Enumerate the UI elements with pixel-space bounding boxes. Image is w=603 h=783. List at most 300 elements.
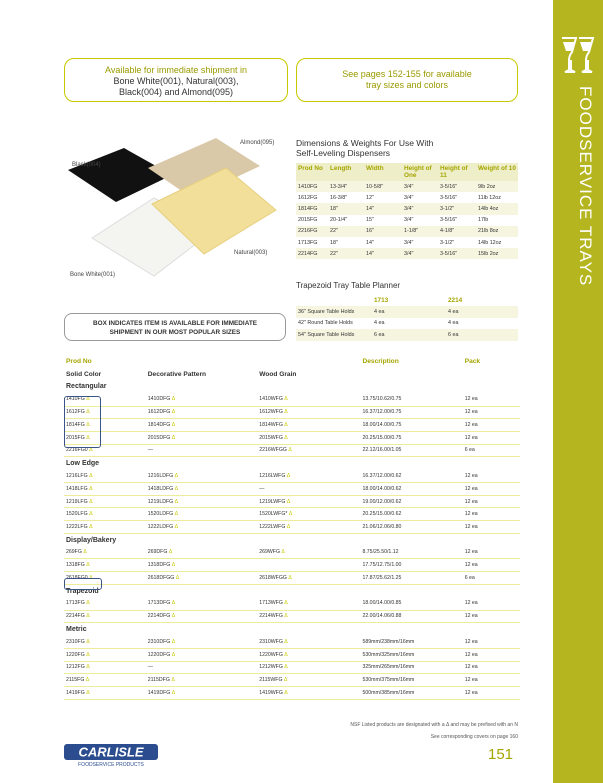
nsf-delta-icon: Δ <box>84 396 90 403</box>
page-number: 151 <box>488 746 514 763</box>
col-height-11: Height of 11 <box>440 165 468 179</box>
table-row <box>64 674 520 687</box>
dimensions-cell: 22" <box>328 226 364 237</box>
trapezoid-cell: 4 ea <box>446 306 518 318</box>
product-cell-text: 12 ea <box>464 409 478 416</box>
product-cell <box>257 610 360 623</box>
nsf-delta-icon: Δ <box>167 549 173 556</box>
dimensions-cell: 10-5/8" <box>364 181 402 192</box>
product-cell <box>463 610 520 623</box>
product-cell-text: 1220DFG <box>147 651 171 658</box>
nsf-delta-icon: Δ <box>282 689 288 696</box>
dimensions-cell: 3-5/16" <box>438 248 476 259</box>
dimensions-cell: 16" <box>364 226 402 237</box>
product-cell <box>257 406 360 419</box>
product-cell <box>463 419 520 432</box>
product-cell <box>257 572 360 585</box>
box-indicator-note <box>64 313 286 341</box>
product-cell <box>463 661 520 674</box>
availability-box <box>64 58 288 102</box>
product-section-header <box>64 457 520 470</box>
product-cell-text: 1418LFG <box>66 485 88 492</box>
product-cell <box>360 674 462 687</box>
product-cell <box>257 431 360 444</box>
nsf-delta-icon: Δ <box>87 574 93 581</box>
product-cell-text: 269DFG <box>147 549 168 556</box>
dimensions-cell: 3-1/2" <box>438 203 476 214</box>
product-cell <box>146 444 257 457</box>
product-cell-text: 12 ea <box>464 523 478 530</box>
product-cell-text: 1410DFG <box>147 396 171 403</box>
col-height-one: Height of One <box>404 165 432 179</box>
product-cell <box>360 495 462 508</box>
product-cell <box>146 546 257 559</box>
nsf-delta-icon: Δ <box>170 613 176 620</box>
pages-note-line-1: See pages 152-155 for available <box>342 69 472 79</box>
product-cell <box>146 495 257 508</box>
product-cell <box>64 483 146 496</box>
product-cell-text: 2618WFGG <box>259 574 287 581</box>
dimensions-title <box>296 138 433 158</box>
nsf-delta-icon: Δ <box>287 511 293 518</box>
dimensions-row <box>296 226 518 237</box>
nsf-delta-icon: Δ <box>170 600 176 607</box>
table-row <box>64 508 520 521</box>
nsf-delta-icon: Δ <box>170 422 176 429</box>
product-cell-text: 12 ea <box>464 651 478 658</box>
product-cell-text: 1219LWFG <box>259 498 286 505</box>
product-cell-text: 20.25/15.00/0.62 <box>362 511 402 518</box>
nsf-delta-icon: Δ <box>173 472 179 479</box>
product-cell <box>146 559 257 572</box>
dimensions-title-line-2: Self-Leveling Dispensers <box>296 148 391 158</box>
dimensions-row <box>296 192 518 203</box>
trapezoid-cell: 4 ea <box>448 320 459 327</box>
product-cell-text: 2015DFG <box>147 434 171 441</box>
product-cell-text: 12 ea <box>464 549 478 556</box>
product-cell-text: 1612FG <box>66 409 85 416</box>
product-cell <box>257 546 360 559</box>
product-cell-text: 18.00/14.00/0.75 <box>362 422 402 429</box>
dimensions-cell: 3/4" <box>402 248 438 259</box>
product-cell <box>463 470 520 483</box>
trapezoid-cell: 54" Square Table Holds <box>296 329 372 341</box>
product-cell-text: 2310WFG <box>259 638 283 645</box>
nsf-delta-icon: Δ <box>87 485 93 492</box>
nsf-delta-icon: Δ <box>87 511 93 518</box>
product-cell-text: 12 ea <box>464 498 478 505</box>
product-cell <box>146 572 257 585</box>
product-cell <box>64 661 146 674</box>
header-prod-no: Prod No <box>66 357 92 365</box>
product-cell <box>360 597 462 610</box>
product-cell-text: 2310FG <box>66 638 85 645</box>
product-cell-text: 1222LWFG <box>259 523 286 530</box>
table-row <box>64 521 520 534</box>
product-cell-text: 1418LDFG <box>147 485 174 492</box>
nsf-delta-icon: Δ <box>279 549 285 556</box>
dimensions-cell: 1612FG <box>298 194 318 201</box>
product-cell <box>463 546 520 559</box>
nsf-delta-icon: Δ <box>285 498 291 505</box>
dimensions-cell: 14" <box>366 239 374 246</box>
dimensions-cell: 4-1/8" <box>438 226 476 237</box>
dimensions-cell: 3-5/16" <box>438 181 476 192</box>
table-row <box>64 470 520 483</box>
product-cell-text: 1814WFG <box>259 422 283 429</box>
covers-footnote: See corresponding covers on page 160 <box>430 734 518 740</box>
product-cell-text: 12 ea <box>464 485 478 492</box>
product-cell-text: 2216WFGG <box>259 447 287 454</box>
trays-image <box>64 130 294 285</box>
product-cell-text: 1410FG <box>66 396 85 403</box>
dimensions-cell: 1814FG <box>296 203 328 214</box>
product-cell <box>463 495 520 508</box>
product-cell <box>360 393 462 406</box>
product-cell <box>146 431 257 444</box>
product-cell <box>146 674 257 687</box>
product-header-row-2 <box>64 368 520 381</box>
product-cell <box>146 419 257 432</box>
product-cell-text: 12 ea <box>464 511 478 518</box>
product-cell-text: 1419FG <box>66 689 85 696</box>
table-row <box>64 495 520 508</box>
product-cell-text: 18.00/14.00/0.62 <box>362 485 402 492</box>
product-cell-text: 1212FG <box>66 664 85 671</box>
nsf-delta-icon: Δ <box>173 523 179 530</box>
product-cell-text: 1713DFG <box>147 600 171 607</box>
dimensions-row <box>296 248 518 259</box>
product-cell-text: 1219LFG <box>66 498 88 505</box>
product-cell-text: 2618FG0 <box>66 574 88 581</box>
nsf-delta-icon: Δ <box>84 651 90 658</box>
nsf-delta-icon: Δ <box>282 409 288 416</box>
product-cell-text: 530mm/375mm/16mm <box>362 677 415 684</box>
product-cell <box>257 559 360 572</box>
nsf-delta-icon: Δ <box>84 422 90 429</box>
product-cell-text: 1814FG <box>66 422 85 429</box>
product-cell-text: 2115FG <box>66 677 85 684</box>
dimensions-cell: 14" <box>364 248 402 259</box>
product-cell <box>463 597 520 610</box>
tray-label-almond: Almond(095) <box>240 140 275 146</box>
product-cell-text: 12 ea <box>464 422 478 429</box>
product-cell-text: 530mm/325mm/16mm <box>362 651 415 658</box>
col-weight-10: Weight of 10 <box>478 165 516 172</box>
sidebar-title: FOODSERVICE TRAYS <box>576 86 595 287</box>
tray-label-bone-white: Bone White(001) <box>70 272 116 278</box>
nsf-delta-icon: Δ <box>84 677 90 684</box>
product-cell-text: 12 ea <box>464 638 478 645</box>
product-cell <box>64 495 146 508</box>
header-decorative: Decorative Pattern <box>147 370 207 378</box>
product-cell-text: 1220FG <box>66 651 85 658</box>
section-name: Rectangular <box>66 383 107 391</box>
trapezoid-row <box>296 318 518 330</box>
product-cell-text: 1713FG <box>66 600 85 607</box>
product-cell <box>463 636 520 649</box>
trap-col-1713: 1713 <box>374 296 389 304</box>
product-cell-text: 12 ea <box>464 613 478 620</box>
nsf-delta-icon: Δ <box>87 472 93 479</box>
svg-text:FOODSERVICE PRODUCTS: FOODSERVICE PRODUCTS <box>78 762 144 768</box>
nsf-delta-icon: Δ <box>170 562 176 569</box>
nsf-delta-icon: Δ <box>170 409 176 416</box>
product-cell <box>463 393 520 406</box>
product-cell <box>463 444 520 457</box>
product-cell-text: 12 ea <box>464 664 478 671</box>
product-cell-text: 19.00/12.00/0.62 <box>362 498 402 505</box>
product-cell-text: 21.06/12.06/0.80 <box>362 523 402 530</box>
trapezoid-cell: 4 ea <box>372 306 446 318</box>
nsf-delta-icon: Δ <box>87 447 93 454</box>
product-cell-text: 1410WFG <box>259 396 283 403</box>
dimensions-cell: 17lb <box>478 217 489 224</box>
nsf-delta-icon: Δ <box>170 396 176 403</box>
nsf-delta-icon: Δ <box>87 523 93 530</box>
product-cell-text: 2214DFG <box>147 613 171 620</box>
product-cell-text: 1419WFG <box>259 689 283 696</box>
dimensions-cell: 14lb 12oz <box>478 239 502 246</box>
product-cell-text: 1713WFG <box>259 600 283 607</box>
dimensions-cell: 3-5/16" <box>440 194 458 201</box>
product-cell-text: 12 ea <box>464 600 478 607</box>
table-row <box>64 559 520 572</box>
product-cell <box>257 674 360 687</box>
dimensions-row <box>296 237 518 248</box>
nsf-delta-icon: Δ <box>87 498 93 505</box>
product-cell <box>257 661 360 674</box>
product-cell-text: 17.87/25.62/1.25 <box>362 574 402 581</box>
nsf-delta-icon: Δ <box>282 434 288 441</box>
product-cell-text: — <box>147 664 153 671</box>
product-cell-text: 12 ea <box>464 396 478 403</box>
dimensions-header-row <box>296 163 518 181</box>
availability-line-2: Bone White(001), Natural(003), <box>113 76 239 86</box>
nsf-delta-icon: Δ <box>174 574 180 581</box>
table-row <box>64 648 520 661</box>
product-cell-text: 1814DFG <box>147 422 171 429</box>
availability-line-3: Black(004) and Almond(095) <box>118 87 234 97</box>
trapezoid-row <box>296 329 518 341</box>
black-tray <box>68 148 172 202</box>
product-section-header <box>64 380 520 393</box>
product-cell <box>146 521 257 534</box>
product-cell-text: 2618DFGG <box>147 574 175 581</box>
table-row <box>64 419 520 432</box>
product-cell <box>146 597 257 610</box>
dimensions-cell: 14lb 4oz <box>476 203 518 214</box>
dimensions-row <box>296 215 518 226</box>
product-cell <box>64 470 146 483</box>
product-cell <box>463 483 520 496</box>
product-cell-text: 589mm/238mm/16mm <box>362 638 415 645</box>
product-cell <box>463 674 520 687</box>
product-cell-text: 2015FG <box>66 434 85 441</box>
table-row <box>64 483 520 496</box>
dimensions-row <box>296 203 518 214</box>
wine-glasses-icon <box>559 36 597 76</box>
header-pack: Pack <box>464 357 481 365</box>
nsf-delta-icon: Δ <box>282 600 288 607</box>
product-header-row-1 <box>64 355 520 368</box>
nsf-delta-icon: Δ <box>170 689 176 696</box>
product-cell <box>360 648 462 661</box>
header-description: Description <box>362 357 399 365</box>
product-cell-text: 2115DFG <box>147 677 170 684</box>
product-cell <box>257 636 360 649</box>
nsf-delta-icon: Δ <box>282 638 288 645</box>
product-cell-text: 269WFG <box>259 549 280 556</box>
product-cell <box>146 648 257 661</box>
table-row <box>64 597 520 610</box>
product-cell <box>463 508 520 521</box>
product-cell-text: 1520LDFG <box>147 511 174 518</box>
product-cell <box>463 572 520 585</box>
dimensions-cell: 13-3/4" <box>328 181 364 192</box>
dimensions-cell: 21lb 8oz <box>476 226 518 237</box>
box-indicator-line-1: BOX INDICATES ITEM IS AVAILABLE FOR IMMEDIATE <box>92 320 258 327</box>
dimensions-cell: 15lb 2oz <box>476 248 518 259</box>
dimensions-cell: 3/4" <box>402 181 438 192</box>
table-row <box>64 406 520 419</box>
nsf-delta-icon: Δ <box>282 651 288 658</box>
table-row <box>64 393 520 406</box>
product-cell <box>360 419 462 432</box>
product-cell <box>463 521 520 534</box>
product-cell-text: 1318DFG <box>147 562 171 569</box>
product-cell-text: 500mm/385mm/16mm <box>362 689 415 696</box>
product-cell <box>360 661 462 674</box>
product-cell <box>257 508 360 521</box>
trap-col-2214: 2214 <box>448 296 463 304</box>
dimensions-cell: 18" <box>328 203 364 214</box>
product-cell <box>463 431 520 444</box>
product-cell <box>360 508 462 521</box>
product-cell-text: 1212WFG <box>259 664 283 671</box>
nsf-delta-icon: Δ <box>170 434 176 441</box>
nsf-delta-icon: Δ <box>170 651 176 658</box>
dimensions-cell: 1713FG <box>298 239 318 246</box>
nsf-delta-icon: Δ <box>282 664 288 671</box>
table-row <box>64 661 520 674</box>
product-section-header <box>64 623 520 636</box>
dimensions-cell: 11lb 12oz <box>478 194 501 201</box>
dimensions-cell: 3-5/16" <box>440 217 458 224</box>
product-cell <box>146 393 257 406</box>
product-cell <box>463 406 520 419</box>
product-cell <box>146 470 257 483</box>
product-cell <box>463 648 520 661</box>
product-cell <box>64 546 146 559</box>
product-cell-text: 2310DFG <box>147 638 171 645</box>
product-cell <box>360 572 462 585</box>
nsf-delta-icon: Δ <box>84 562 90 569</box>
trapezoid-title: Trapezoid Tray Table Planner <box>296 281 401 290</box>
product-cell <box>146 610 257 623</box>
dimensions-cell: 2214FG <box>296 248 328 259</box>
nsf-delta-icon: Δ <box>285 472 291 479</box>
pages-note-line-2: tray sizes and colors <box>365 80 449 90</box>
product-cell <box>360 559 462 572</box>
product-cell-text: 20.25/15.00/0.75 <box>362 434 402 441</box>
table-row <box>64 686 520 699</box>
product-cell <box>257 648 360 661</box>
product-cell-text: 1419DFG <box>147 689 171 696</box>
header-wood-grain: Wood Grain <box>259 370 297 378</box>
table-row <box>64 610 520 623</box>
product-cell-text: 1222LFG <box>66 523 88 530</box>
dimensions-cell: 14" <box>364 203 402 214</box>
product-cell-text: 1520LFG <box>66 511 88 518</box>
product-cell-text: 269FG <box>66 549 82 556</box>
product-cell-text: 22.12/16.00/1.05 <box>362 447 402 454</box>
trapezoid-cell: 36" Square Table Holds <box>296 306 372 318</box>
dimensions-row <box>296 181 518 192</box>
dimensions-cell: 2015FG <box>298 217 318 224</box>
nsf-delta-icon: Δ <box>169 677 175 684</box>
product-cell <box>360 444 462 457</box>
sidebar <box>553 0 603 783</box>
nsf-delta-icon: Δ <box>84 434 90 441</box>
product-cell-text: 18.00/14.00/0.85 <box>362 600 402 607</box>
section-name: Low Edge <box>66 460 100 468</box>
product-cell-text: 12 ea <box>464 562 478 569</box>
product-cell <box>360 546 462 559</box>
product-cell <box>257 470 360 483</box>
product-cell <box>64 508 146 521</box>
svg-text:CARLISLE: CARLISLE <box>78 744 144 760</box>
product-cell <box>360 610 462 623</box>
nsf-delta-icon: Δ <box>84 613 90 620</box>
availability-box-2618 <box>64 578 102 590</box>
product-cell-text: 12 ea <box>464 677 478 684</box>
table-row <box>64 444 520 457</box>
dimensions-cell: 2216FG <box>296 226 328 237</box>
dimensions-cell: 20-1/4" <box>330 217 348 224</box>
product-cell-text: 1220WFG <box>259 651 283 658</box>
product-section-header <box>64 533 520 546</box>
product-cell <box>360 406 462 419</box>
trapezoid-cell: 6 ea <box>446 329 518 341</box>
product-cell <box>257 419 360 432</box>
product-cell <box>360 470 462 483</box>
product-cell-text: 2214WFG <box>259 613 283 620</box>
dimensions-title-line-1: Dimensions & Weights For Use With <box>296 138 434 148</box>
carlisle-logo <box>64 742 158 768</box>
dimensions-cell: 3/4" <box>404 239 414 246</box>
product-cell <box>257 393 360 406</box>
nsf-delta-icon: Δ <box>282 422 288 429</box>
product-cell <box>257 495 360 508</box>
product-cell <box>257 686 360 699</box>
product-cell <box>146 661 257 674</box>
product-cell <box>360 521 462 534</box>
product-cell-text: 2115WFG <box>259 677 283 684</box>
dimensions-cell: 22" <box>328 248 364 259</box>
product-cell-text: 12 ea <box>464 434 478 441</box>
product-cell-text: 2214FG <box>66 613 85 620</box>
product-cell-text: 16.37/12.00/0.75 <box>362 409 402 416</box>
nsf-delta-icon: Δ <box>173 485 179 492</box>
dimensions-cell: 3/4" <box>404 194 414 201</box>
product-cell-text: 1216LFG <box>66 472 88 479</box>
nsf-delta-icon: Δ <box>282 396 288 403</box>
product-cell-text: 6 ea <box>464 574 475 581</box>
nsf-delta-icon: Δ <box>173 511 179 518</box>
product-cell <box>257 521 360 534</box>
nsf-delta-icon: Δ <box>84 409 90 416</box>
